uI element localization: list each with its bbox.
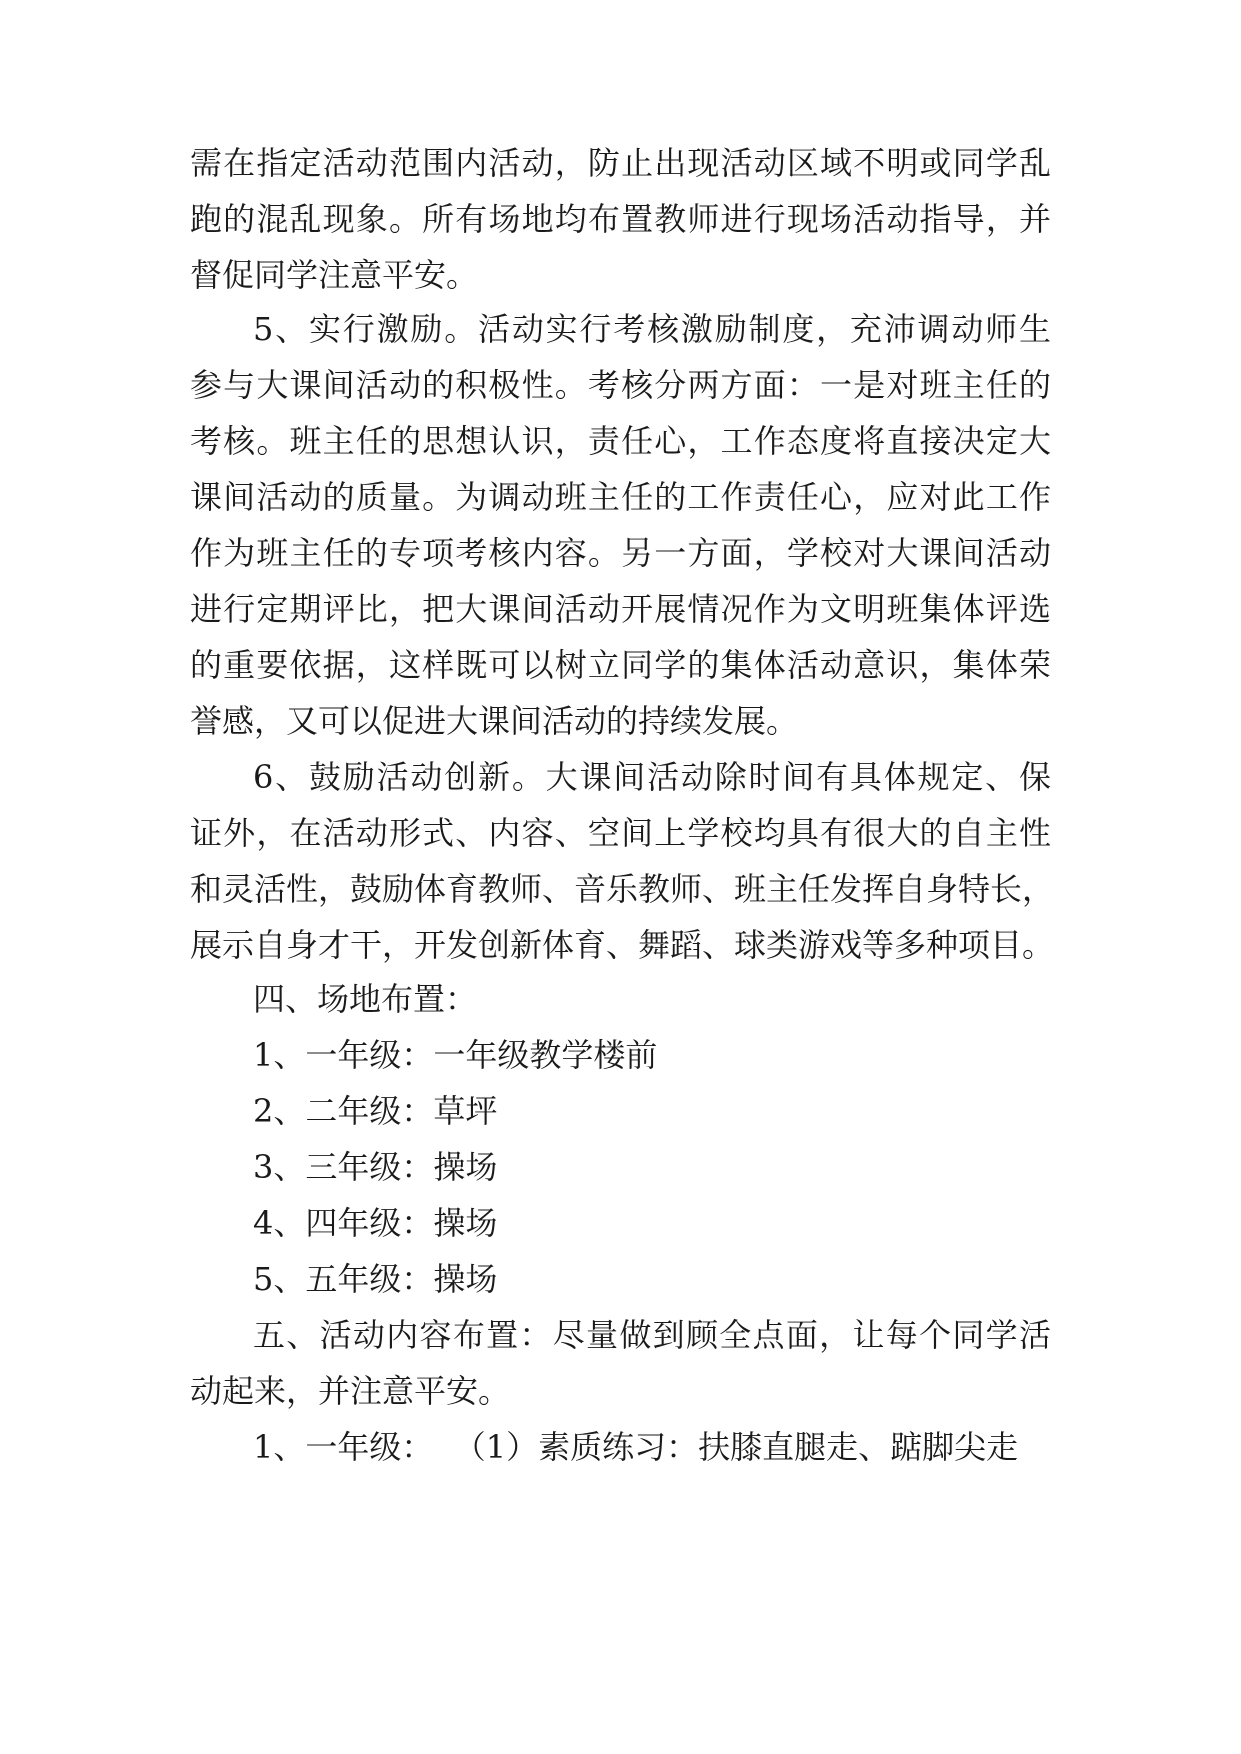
paragraph-line: 展示自身才干，开发创新体育、舞蹈、球类游戏等多种项目。 [190,926,1055,964]
paragraph-line: 的重要依据，这样既可以树立同学的集体活动意识，集体荣 [190,646,1051,684]
section-heading: 四、场地布置： [253,980,478,1018]
paragraph-line: 需在指定活动范围内活动，防止出现活动区域不明或同学乱 [190,144,1051,182]
list-item: 1、一年级： （1）素质练习：扶膝直腿走、踮脚尖走 [253,1428,1019,1466]
paragraph-line: 考核。班主任的思想认识，责任心，工作态度将直接决定大 [190,422,1051,460]
list-item: 4、四年级：操场 [253,1204,498,1242]
paragraph-line: 誉感，又可以促进大课间活动的持续发展。 [190,702,799,740]
paragraph-line: 和灵活性，鼓励体育教师、音乐教师、班主任发挥自身特长， [190,870,1055,908]
paragraph-line: 督促同学注意平安。 [190,256,479,294]
paragraph-line: 动起来，并注意平安。 [190,1372,511,1410]
paragraph-line: 参与大课间活动的积极性。考核分两方面：一是对班主任的 [190,366,1051,404]
paragraph-line: 5、实行激励。活动实行考核激励制度，充沛调动师生 [253,310,1051,348]
list-item: 5、五年级：操场 [253,1260,498,1298]
paragraph-line: 6、鼓励活动创新。大课间活动除时间有具体规定、保 [253,758,1051,796]
paragraph-line: 跑的混乱现象。所有场地均布置教师进行现场活动指导，并 [190,200,1051,238]
list-item: 3、三年级：操场 [253,1148,498,1186]
paragraph-line: 五、活动内容布置：尽量做到顾全点面，让每个同学活 [253,1316,1051,1354]
list-item: 1、一年级：一年级教学楼前 [253,1036,658,1074]
paragraph-line: 进行定期评比，把大课间活动开展情况作为文明班集体评选 [190,590,1051,628]
paragraph-line: 作为班主任的专项考核内容。另一方面，学校对大课间活动 [190,534,1051,572]
paragraph-line: 课间活动的质量。为调动班主任的工作责任心，应对此工作 [190,478,1051,516]
list-item: 2、二年级：草坪 [253,1092,498,1130]
paragraph-line: 证外，在活动形式、内容、空间上学校均具有很大的自主性 [190,814,1051,852]
